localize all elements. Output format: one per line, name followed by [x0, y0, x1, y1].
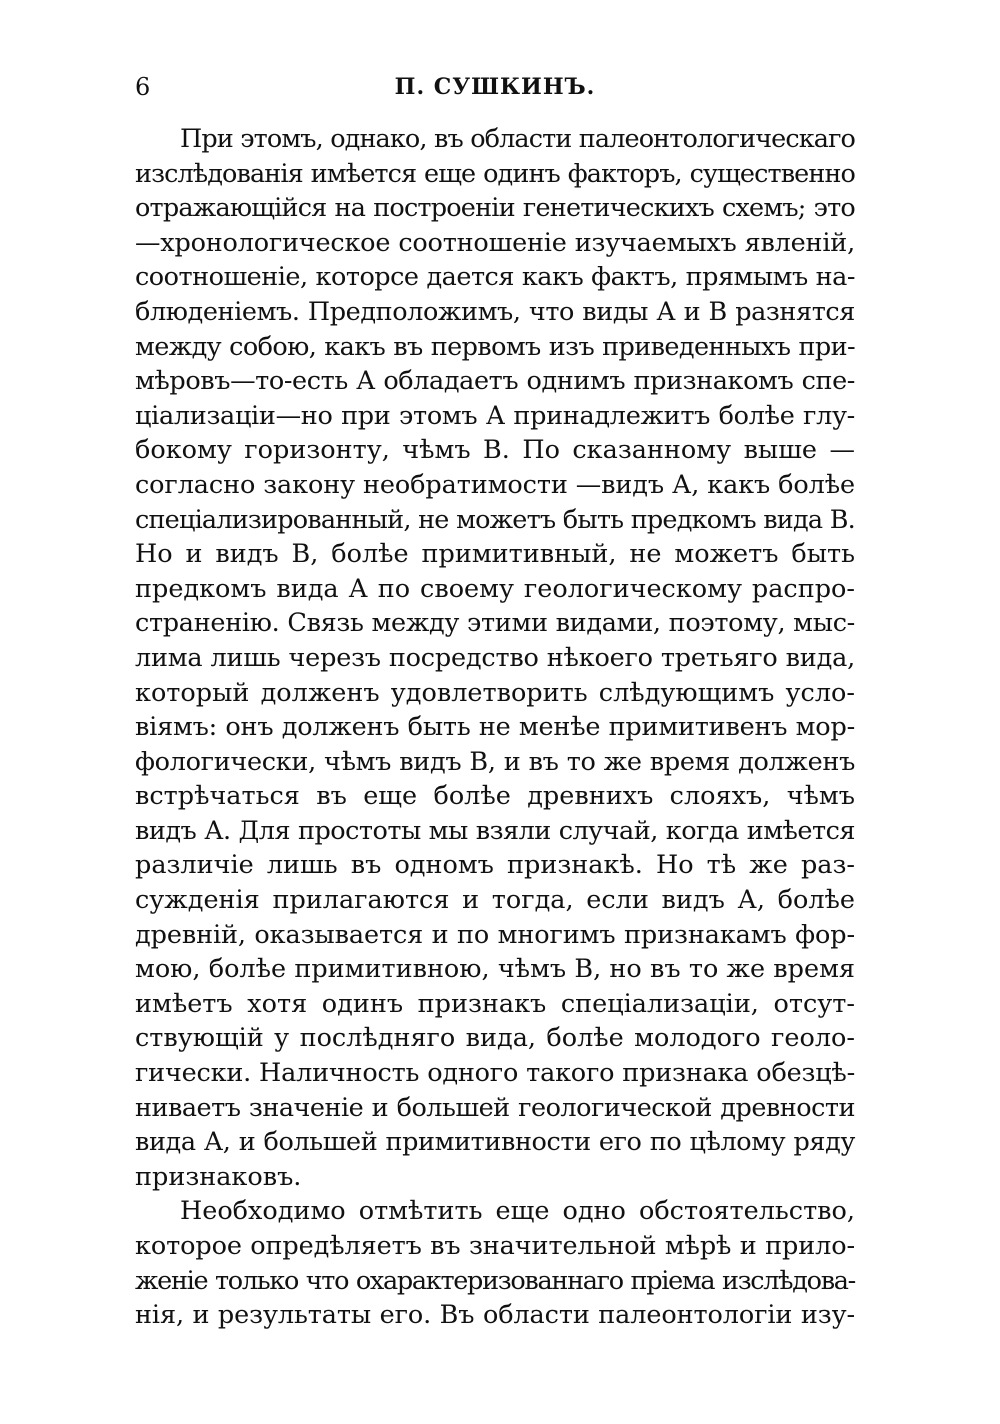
header-title: П. СУШКИНЪ. — [394, 74, 596, 100]
text-line: женіе только что охарактеризованнаго пріема изслѣдова- — [135, 1265, 855, 1296]
text-line: віямъ: онъ долженъ быть не менѣе примитивенъ мор- — [135, 712, 855, 743]
text-line: согласно закону необратимости —видъ А, какъ болѣе — [135, 469, 856, 500]
text-line: которое опредѣляетъ въ значительной мѣрѣ и прило- — [135, 1231, 855, 1261]
text-line: между собою, какъ въ первомъ изъ приведенныхъ при- — [135, 331, 855, 362]
text-line: вида А, и большей примитивности его по цѣлому ряду — [135, 1127, 855, 1158]
text-line: ниваетъ значеніе и большей геологической древности — [135, 1092, 855, 1123]
text-line: соотношеніе, которсе дается какъ фактъ, прямымъ на- — [135, 262, 855, 293]
body-text — [135, 122, 855, 1333]
text-line: мѣровъ—то-есть А обладаетъ однимъ признакомъ спе- — [135, 366, 855, 397]
text-line: Необходимо отмѣтить еще одно обстоятельство, — [180, 1196, 855, 1227]
paragraph — [135, 1194, 855, 1332]
text-line: ціализаціи—но при этомъ А принадлежитъ болѣе глу- — [135, 400, 855, 431]
text-line: Но и видъ В, болѣе примитивный, не можетъ быть — [135, 539, 855, 570]
text-line: страненію. Связь между этими видами, поэтому, мыс- — [135, 608, 855, 639]
text-line: видъ А. Для простоты мы взяли случай, когда имѣется — [135, 815, 855, 846]
text-line: мою, болѣе примитивною, чѣмъ В, но въ то же время — [135, 954, 855, 985]
paragraph — [135, 122, 855, 1194]
text-line: бокому горизонту, чѣмъ В. По сказанному выше — — [135, 435, 855, 466]
text-line: имѣетъ хотя одинъ признакъ спеціализаціи, отсут- — [135, 988, 855, 1019]
text-line: признаковъ. — [135, 1161, 302, 1192]
text-line: ствующій у послѣдняго вида, болѣе молодого геоло- — [135, 1023, 855, 1054]
text-line: изслѣдованія имѣется еще одинъ факторъ, существенно — [135, 158, 855, 189]
text-line: отражающійся на построеніи генетическихъ схемъ; это — [135, 193, 855, 224]
text-line: различіе лишь въ одномъ признакѣ. Но тѣ же раз- — [135, 850, 855, 881]
text-line: спеціализированный, не можетъ быть предкомъ вида В. — [135, 504, 855, 535]
text-line: древній, оказывается и по многимъ признакамъ фор- — [135, 919, 855, 950]
text-line: который долженъ удовлетворить слѣдующимъ усло- — [135, 677, 855, 708]
text-line: —хронологическое соотношеніе изучаемыхъ явленій, — [135, 227, 855, 258]
text-line: сужденія прилагаются и тогда, если видъ А, болѣе — [135, 885, 855, 916]
running-header — [135, 72, 855, 102]
text-line: блюденіемъ. Предположимъ, что виды А и В разнятся — [135, 296, 855, 327]
text-line: гически. Наличность одного такого признака обезцѣ- — [135, 1058, 855, 1089]
text-line: предкомъ вида А по своему геологическому распро- — [135, 573, 855, 604]
text-line: лима лишь черезъ посредство нѣкоего третьяго вида, — [135, 642, 855, 673]
text-line: фологически, чѣмъ видъ В, и въ то же время долженъ — [135, 746, 855, 777]
text-line: нія, и результаты его. Въ области палеонтологіи изу- — [135, 1300, 855, 1331]
page-number: 6 — [135, 73, 151, 101]
text-line: При этомъ, однако, въ области палеонтологическаго — [180, 124, 855, 154]
text-line: встрѣчаться въ еще болѣе древнихъ слояхъ, чѣмъ — [135, 781, 855, 812]
